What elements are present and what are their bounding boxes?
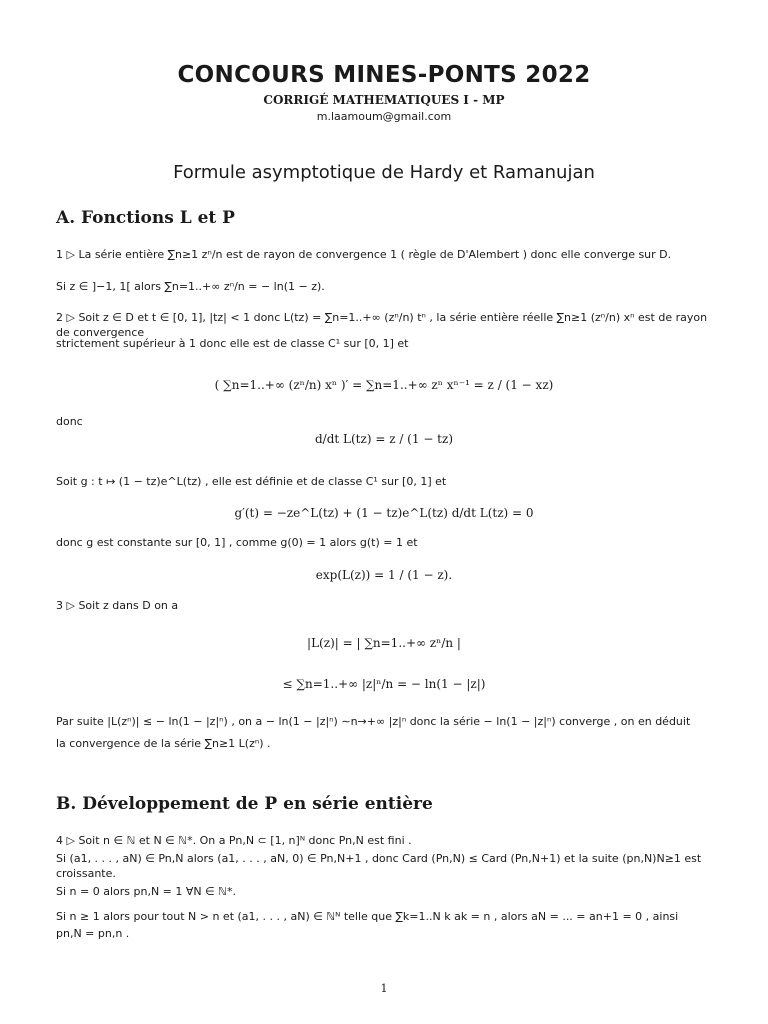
section-b-heading: B. Développement de P en série entière [56,794,433,814]
question-2-line-4: donc g est constante sur [0, 1] , comme g(0) = 1 alors g(t) = 1 et [56,536,418,549]
section-a-heading: A. Fonctions L et P [56,208,235,228]
question-4-line-3: croissante. [56,867,116,880]
equation-derivative-l: d/dt L(tz) = z / (1 − tz) [314,432,454,446]
question-3-line-3: la convergence de la série ∑n≥1 L(zⁿ) . [56,737,271,750]
question-4-line-5: Si n ≥ 1 alors pour tout N > n et (a1, . . . , aN) ∈ ℕᴺ telle que ∑k=1..N k ak = n , alors aN = ... = an+1 = 0 , ainsi [56,910,679,923]
question-1-line-2: Si z ∈ ]−1, 1[ alors ∑n=1..+∞ zⁿ/n = − ln(1 − z). [56,280,325,293]
equation-derivative-series: ( ∑n=1..+∞ (zⁿ/n) xⁿ )′ = ∑n=1..+∞ zⁿ xⁿ⁻¹ = z / (1 − xz) [214,378,554,392]
question-2-line-2: strictement supérieur à 1 donc elle est de classe C¹ sur [0, 1] et [56,337,409,350]
question-4-line-4: Si n = 0 alors pn,N = 1 ∀N ∈ ℕ*. [56,885,237,898]
page-number: 1 [380,982,388,995]
document-subject: Formule asymptotique de Hardy et Ramanujan [173,162,595,183]
equation-abs-l-line-1: |L(z)| = | ∑n=1..+∞ zⁿ/n | [307,636,461,650]
page-title: CONCOURS MINES-PONTS 2022 [177,62,591,88]
question-2-line-3: Soit g : t ↦ (1 − tz)e^L(tz) , elle est définie et de classe C¹ sur [0, 1] et [56,475,447,488]
text-donc: donc [56,415,83,428]
question-4-line-1: 4 ▷ Soit n ∈ ℕ et N ∈ ℕ*. On a Pn,N ⊂ [1, n]ᴺ donc Pn,N est fini . [56,834,412,847]
question-3-line-2: Par suite |L(zⁿ)| ≤ − ln(1 − |z|ⁿ) , on a − ln(1 − |z|ⁿ) ∼n→+∞ |z|ⁿ donc la série − ln(1 − |z|ⁿ) converge , on en déduit [56,715,691,728]
equation-abs-l-line-2: ≤ ∑n=1..+∞ |z|ⁿ/n = − ln(1 − |z|) [282,677,486,691]
question-4-line-2: Si (a1, . . . , aN) ∈ Pn,N alors (a1, . . . , aN, 0) ∈ Pn,N+1 , donc Card (Pn,N) ≤ Card (Pn,N+1) et la suite (pn,N)N≥1 est [56,852,702,865]
question-4-line-6: pn,N = pn,n . [56,927,130,940]
question-2-line-1: 2 ▷ Soit z ∈ D et t ∈ [0, 1], |tz| < 1 donc L(tz) = ∑n=1..+∞ (zⁿ/n) tⁿ , la série entière réelle ∑n≥1 (zⁿ/n) xⁿ est de rayon de convergence [56,311,708,339]
equation-exp-l: exp(L(z)) = 1 / (1 − z). [315,568,453,582]
equation-g-prime: g′(t) = −ze^L(tz) + (1 − tz)e^L(tz) d/dt L(tz) = 0 [234,506,534,520]
question-3-line-1: 3 ▷ Soit z dans D on a [56,599,179,612]
page-subtitle: CORRIGÉ MATHEMATIQUES I - MP [263,93,505,107]
author-email: m.laamoum@gmail.com [316,110,452,123]
question-1-line-1: 1 ▷ La série entière ∑n≥1 zⁿ/n est de rayon de convergence 1 ( règle de D'Alembert ) donc elle converge sur D. [56,248,672,261]
